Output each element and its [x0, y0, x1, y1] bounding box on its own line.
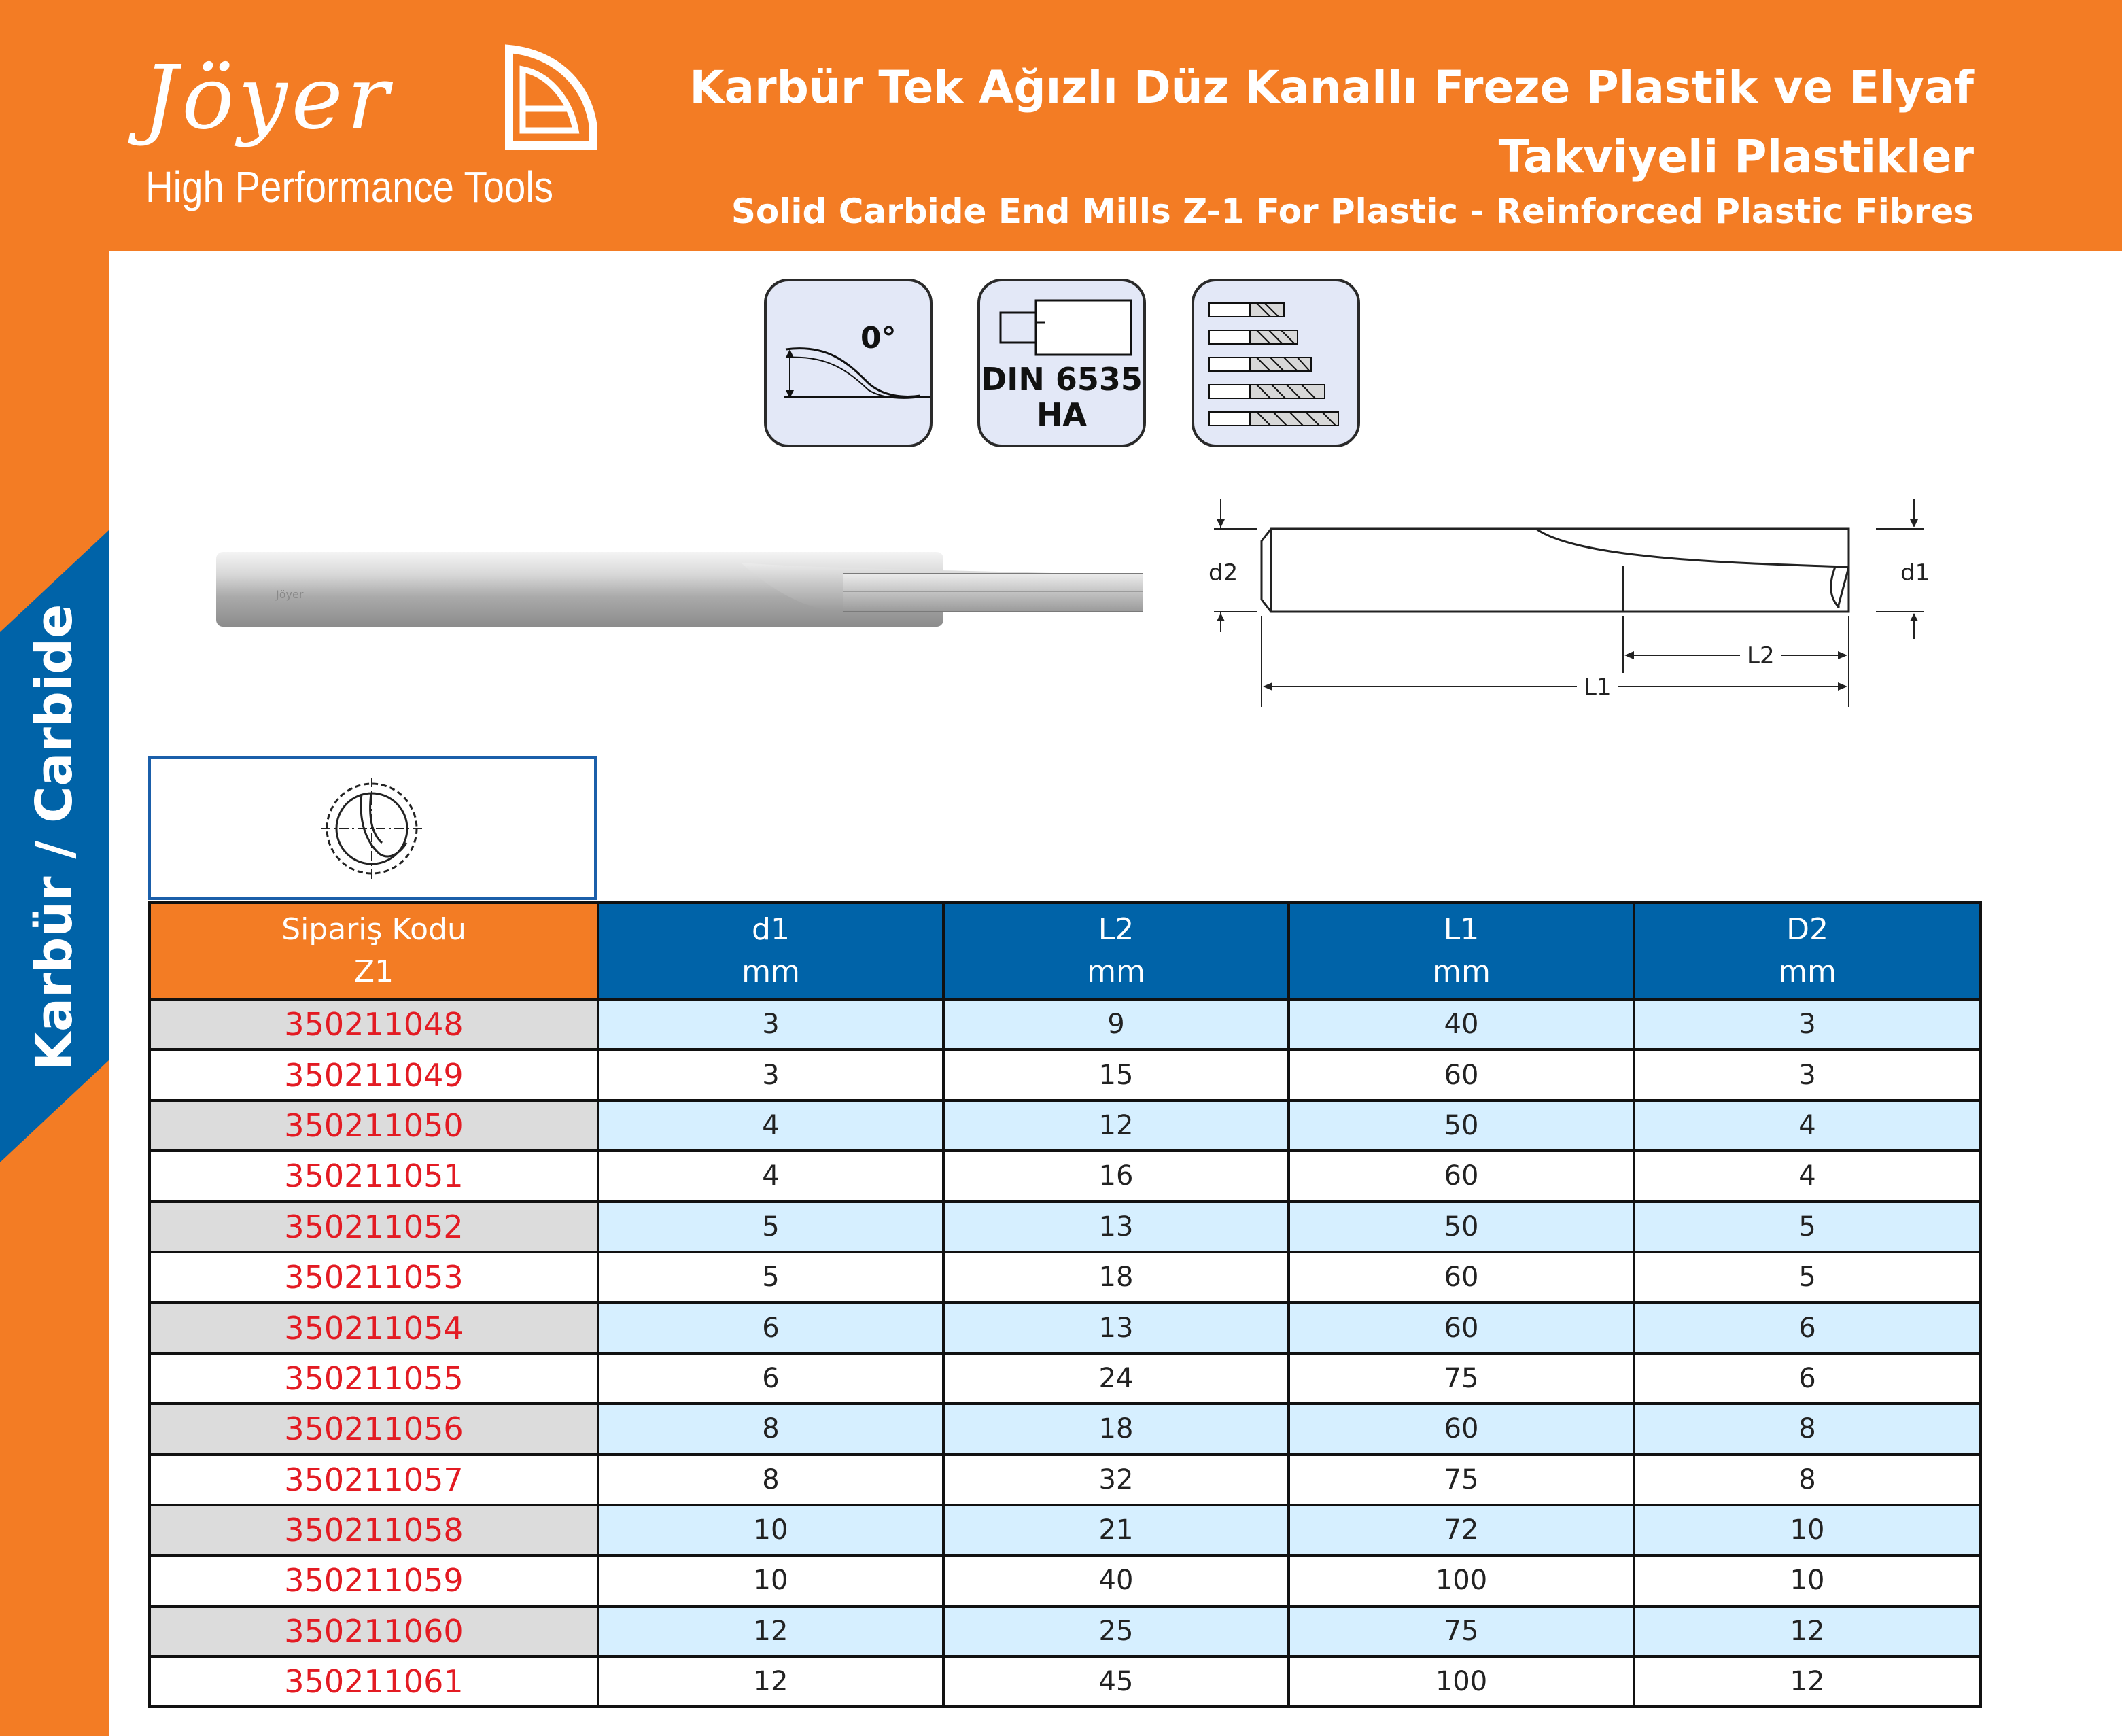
- table-cell: 50: [1289, 1202, 1634, 1252]
- table-cell: 3: [598, 999, 943, 1049]
- table-row: [150, 1455, 1981, 1505]
- table-cell: 60: [1289, 1049, 1634, 1100]
- order-code-cell: 350211059: [150, 1555, 598, 1605]
- end-mill-dimension-drawing: [1196, 483, 1937, 714]
- table-cell: 12: [1634, 1656, 1981, 1707]
- column-header-L1: L1 mm: [1289, 903, 1634, 999]
- table-cell: 8: [1634, 1404, 1981, 1454]
- page-title-tr-line1: Karbür Tek Ağızlı Düz Kanallı Freze Plastik ve Elyaf: [689, 61, 1974, 114]
- table-cell: 18: [943, 1404, 1289, 1454]
- order-code-cell: 350211057: [150, 1455, 598, 1505]
- table-row: [150, 1151, 1981, 1201]
- table-cell: 12: [598, 1606, 943, 1656]
- table-cell: 45: [943, 1656, 1289, 1707]
- table-cell: 6: [598, 1353, 943, 1404]
- drawing-label-L1: L1: [1584, 674, 1612, 701]
- table-cell: 24: [943, 1353, 1289, 1404]
- svg-text:Jöyer: Jöyer: [276, 588, 304, 601]
- table-cell: 9: [943, 999, 1289, 1049]
- din-standard-type: HA: [1036, 396, 1088, 433]
- table-cell: 5: [1634, 1202, 1981, 1252]
- table-row: [150, 1202, 1981, 1252]
- table-cell: 72: [1289, 1505, 1634, 1555]
- column-header-d1: d1 mm: [598, 903, 943, 999]
- table-cell: 60: [1289, 1252, 1634, 1302]
- table-cell: 75: [1289, 1606, 1634, 1656]
- table-cell: 10: [598, 1505, 943, 1555]
- din-standard-icon: [977, 279, 1146, 447]
- table-cell: 100: [1289, 1555, 1634, 1605]
- tool-length-series-icon: [1192, 279, 1360, 447]
- table-cell: 8: [598, 1404, 943, 1454]
- table-cell: 32: [943, 1455, 1289, 1505]
- order-code-cell: 350211051: [150, 1151, 598, 1201]
- table-cell: 12: [598, 1656, 943, 1707]
- table-cell: 6: [1634, 1302, 1981, 1353]
- order-code-cell: 350211053: [150, 1252, 598, 1302]
- drawing-label-L2: L2: [1747, 642, 1775, 670]
- table-cell: 6: [598, 1302, 943, 1353]
- table-cell: 15: [943, 1049, 1289, 1100]
- table-row: [150, 999, 1981, 1049]
- table-cell: 50: [1289, 1100, 1634, 1151]
- table-cell: 100: [1289, 1656, 1634, 1707]
- column-header-L2: L2 mm: [943, 903, 1289, 999]
- order-code-cell: 350211050: [150, 1100, 598, 1151]
- din-standard-number: DIN 6535: [981, 361, 1143, 398]
- order-code-cell: 350211048: [150, 999, 598, 1049]
- table-cell: 21: [943, 1505, 1289, 1555]
- drawing-label-d1: d1: [1900, 559, 1930, 587]
- product-spec-table: [148, 901, 1982, 1708]
- brand-logo-icon: [500, 44, 602, 152]
- table-cell: 3: [1634, 1049, 1981, 1100]
- order-code-cell: 350211055: [150, 1353, 598, 1404]
- table-row: [150, 1656, 1981, 1707]
- table-cell: 6: [1634, 1353, 1981, 1404]
- table-cell: 10: [1634, 1505, 1981, 1555]
- table-cell: 10: [598, 1555, 943, 1605]
- table-body: [150, 999, 1981, 1707]
- end-mill-photo: [211, 544, 1149, 632]
- table-cell: 60: [1289, 1151, 1634, 1201]
- table-header-row: [150, 903, 1981, 999]
- table-cell: 12: [1634, 1606, 1981, 1656]
- side-category-label: Karbür / Carbide: [25, 604, 84, 1071]
- column-header-D2: D2 mm: [1634, 903, 1981, 999]
- page-header: [0, 0, 2122, 251]
- order-code-cell: 350211061: [150, 1656, 598, 1707]
- table-row: [150, 1555, 1981, 1605]
- table-row: [150, 1049, 1981, 1100]
- table-cell: 25: [943, 1606, 1289, 1656]
- helix-angle-value: 0°: [860, 321, 897, 355]
- table-cell: 16: [943, 1151, 1289, 1201]
- table-cell: 40: [943, 1555, 1289, 1605]
- table-cell: 8: [1634, 1455, 1981, 1505]
- brand-tagline: High Performance Tools: [145, 162, 553, 211]
- table-cell: 60: [1289, 1302, 1634, 1353]
- table-cell: 4: [1634, 1151, 1981, 1201]
- table-cell: 75: [1289, 1455, 1634, 1505]
- brand-logo-wordmark: Jöyer: [143, 48, 393, 149]
- drawing-label-d2: d2: [1208, 559, 1238, 587]
- table-row: [150, 1404, 1981, 1454]
- order-code-cell: 350211049: [150, 1049, 598, 1100]
- cross-section-icon: [321, 778, 423, 880]
- table-cell: 5: [598, 1202, 943, 1252]
- table-row: [150, 1606, 1981, 1656]
- table-cell: 4: [598, 1151, 943, 1201]
- table-row: [150, 1302, 1981, 1353]
- table-cell: 5: [598, 1252, 943, 1302]
- page-title-en: Solid Carbide End Mills Z-1 For Plastic - Reinforced Plastic Fibres: [731, 192, 1974, 231]
- table-cell: 13: [943, 1202, 1289, 1252]
- table-cell: 3: [598, 1049, 943, 1100]
- table-cell: 60: [1289, 1404, 1634, 1454]
- table-row: [150, 1505, 1981, 1555]
- order-code-cell: 350211052: [150, 1202, 598, 1252]
- table-cell: 40: [1289, 999, 1634, 1049]
- table-cell: 18: [943, 1252, 1289, 1302]
- table-cell: 5: [1634, 1252, 1981, 1302]
- order-code-cell: 350211060: [150, 1606, 598, 1656]
- table-cell: 8: [598, 1455, 943, 1505]
- page-title-tr-line2: Takviyeli Plastikler: [1498, 131, 1974, 183]
- table-cell: 12: [943, 1100, 1289, 1151]
- table-row: [150, 1353, 1981, 1404]
- table-cell: 4: [598, 1100, 943, 1151]
- table-row: [150, 1252, 1981, 1302]
- table-cell: 13: [943, 1302, 1289, 1353]
- order-code-cell: 350211054: [150, 1302, 598, 1353]
- order-code-cell: 350211058: [150, 1505, 598, 1555]
- table-cell: 75: [1289, 1353, 1634, 1404]
- cross-section-panel: [148, 756, 597, 900]
- order-code-cell: 350211056: [150, 1404, 598, 1454]
- column-header-order-code: Sipariş Kodu Z1: [150, 903, 598, 999]
- table-cell: 4: [1634, 1100, 1981, 1151]
- table-cell: 10: [1634, 1555, 1981, 1605]
- helix-angle-icon: [764, 279, 933, 447]
- table-cell: 3: [1634, 999, 1981, 1049]
- table-row: [150, 1100, 1981, 1151]
